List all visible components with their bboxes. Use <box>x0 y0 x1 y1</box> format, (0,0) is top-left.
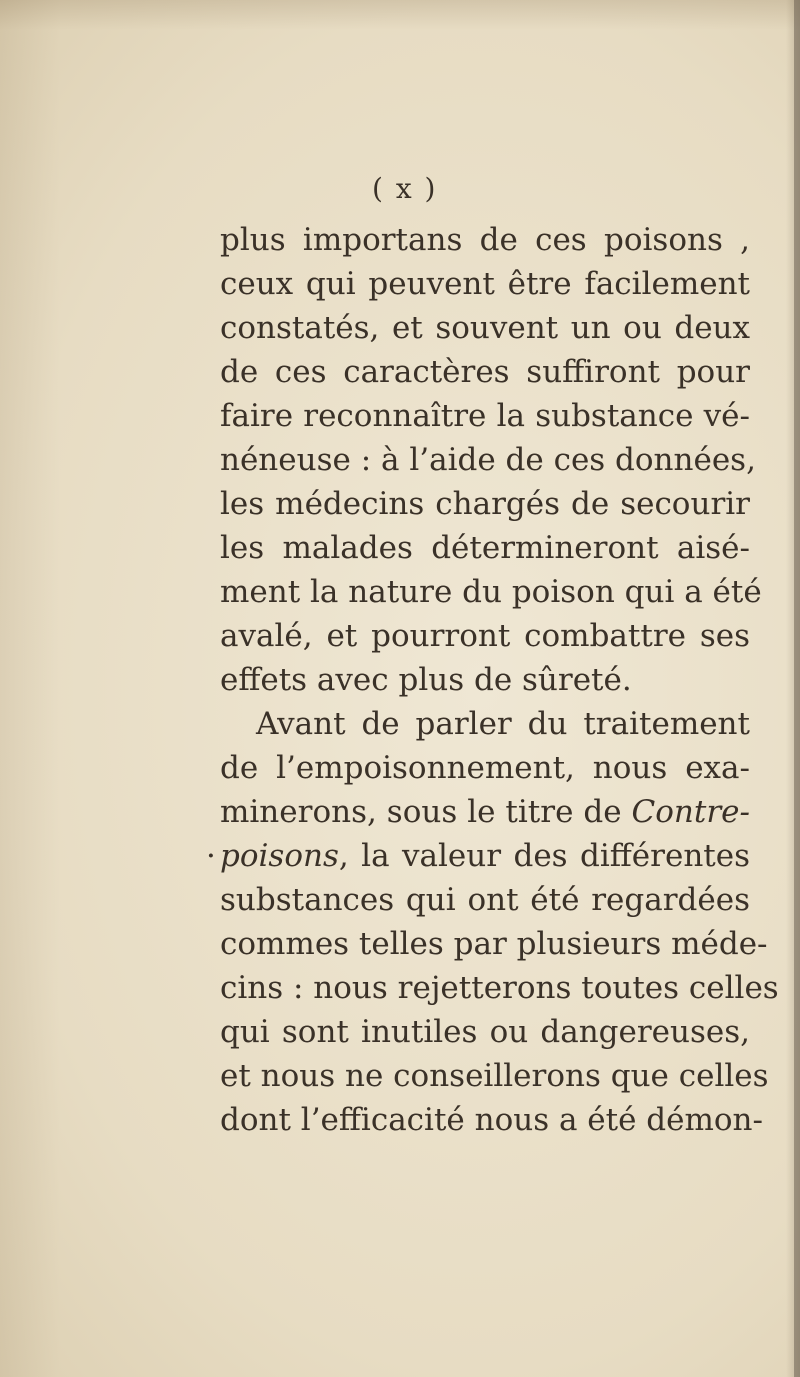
text-line-10: avalé, et pourront combattre ses <box>220 618 750 654</box>
text-line-14-roman: minerons, sous le titre de <box>220 794 622 830</box>
page-edge-shadow <box>794 0 800 1377</box>
page-number: ( x ) <box>372 172 438 205</box>
margin-mark: · <box>206 838 216 874</box>
text-line-2: ceux qui peuvent être facilement <box>220 266 750 302</box>
text-line-7: les médecins chargés de secourir <box>220 486 750 522</box>
text-line-21: dont l’efficacité nous a été démon- <box>220 1102 763 1138</box>
body-text <box>206 218 779 1142</box>
text-line-5: faire reconnaître la substance vé- <box>220 398 750 434</box>
text-line-18: cins : nous rejetterons toutes celles <box>220 970 779 1006</box>
text-line-6: néneuse : à l’aide de ces données, <box>220 442 756 478</box>
text-line-14-italic: Contre- <box>631 794 750 830</box>
text-line-16: substances qui ont été regardées <box>220 882 750 918</box>
text-line-19: qui sont inutiles ou dangereuses, <box>220 1014 750 1050</box>
text-line-9: ment la nature du poison qui a été <box>220 574 762 610</box>
text-line-14 <box>220 790 750 834</box>
text-line-11: effets avec plus de sûreté. <box>220 662 632 698</box>
text-line-15-roman: , la valeur des différentes <box>338 838 750 874</box>
text-line-4: de ces caractères suffiront pour <box>220 354 750 390</box>
text-line-12: Avant de parler du traitement <box>256 706 750 742</box>
text-line-20: et nous ne conseillerons que celles <box>220 1058 769 1094</box>
text-line-3: constatés, et souvent un ou deux <box>220 310 750 346</box>
text-line-17: commes telles par plusieurs méde- <box>220 926 768 962</box>
text-line-1: plus importans de ces poisons , <box>220 222 750 258</box>
text-line-15 <box>206 834 750 878</box>
text-line-15-italic: poisons <box>220 838 339 874</box>
text-line-8: les malades détermineront aisé- <box>220 530 750 566</box>
text-line-13: de l’empoisonnement, nous exa- <box>220 750 750 786</box>
